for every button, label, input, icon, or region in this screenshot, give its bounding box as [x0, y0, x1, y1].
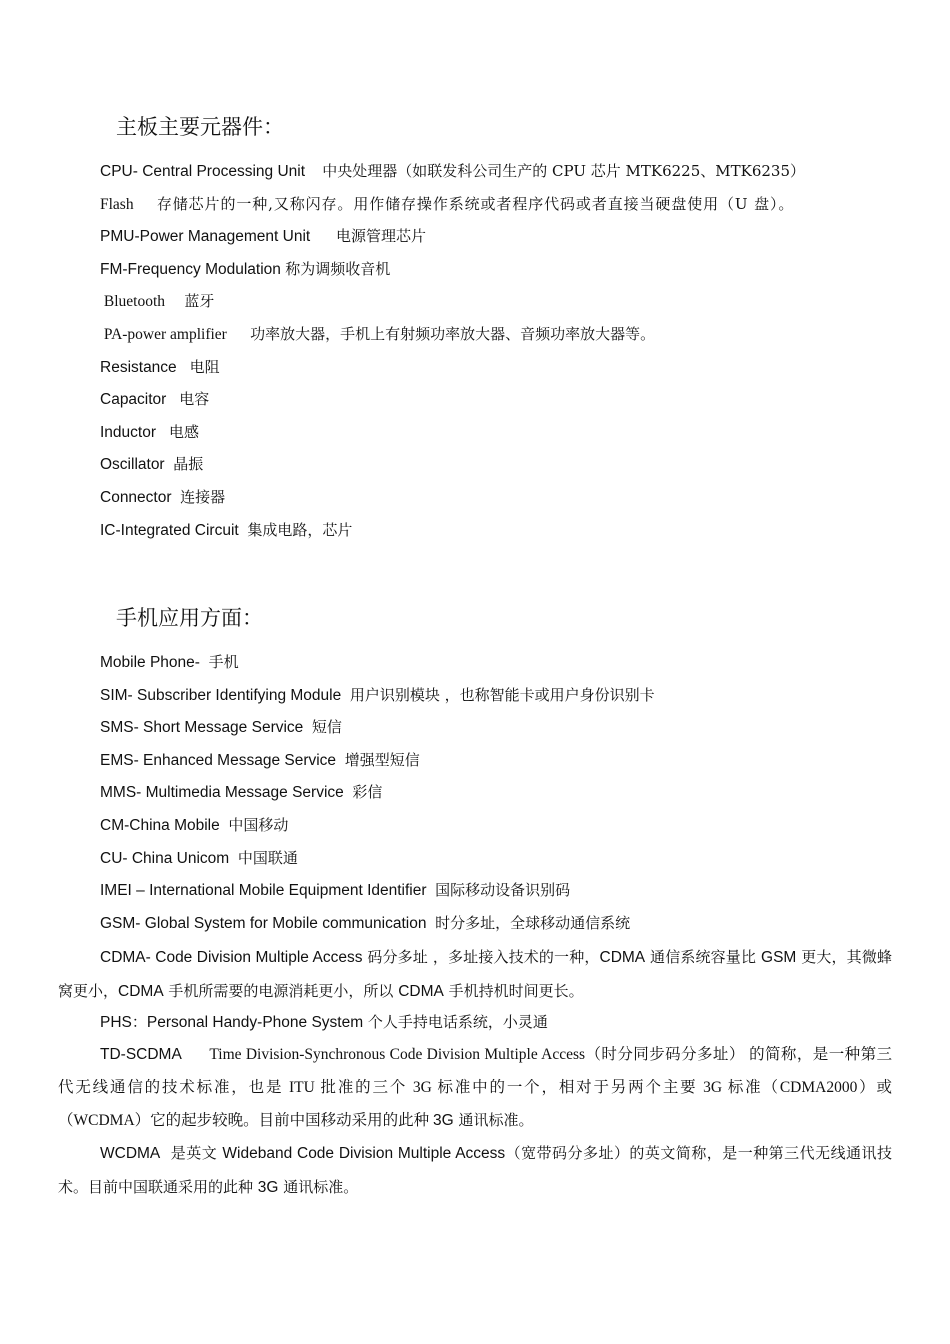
- list-item: [100, 811, 900, 844]
- description: 功率放大器，手机上有射频功率放大器、音频功率放大器等。: [250, 324, 656, 343]
- list-item: [100, 909, 900, 942]
- colon: ：: [131, 1013, 147, 1031]
- description: 存储芯片的一种,又称闪存。用作储存操作系统或者程序代码或者直接当硬盘使用（U 盘）。: [156, 194, 795, 213]
- paragraph-td-scdma: [58, 1039, 892, 1138]
- term-inline: CDMA: [599, 949, 646, 966]
- description: 手机所需要的电源消耗更小，所以: [163, 981, 399, 1000]
- separator: [229, 850, 238, 867]
- term: PMU-Power Management Unit: [100, 228, 311, 246]
- separator: [310, 228, 336, 245]
- list-item: [100, 778, 900, 811]
- list-item: [100, 844, 900, 877]
- separator: [341, 687, 350, 704]
- term: Oscillator: [100, 456, 165, 474]
- term-inline: CDMA: [118, 982, 164, 1000]
- term: IC-Integrated Circuit: [100, 521, 239, 539]
- paragraph-wcdma: [58, 1137, 892, 1204]
- component-list: [100, 157, 900, 548]
- term: Capacitor: [100, 391, 167, 409]
- term: MMS- Multimedia Message Service: [100, 784, 344, 802]
- separator: [134, 196, 157, 213]
- description: 国际移动设备识别码: [435, 881, 571, 900]
- description: 通信系统容量比: [645, 948, 762, 966]
- list-item: [100, 157, 900, 190]
- separator: [305, 163, 322, 180]
- list-item: [100, 287, 900, 320]
- term: SMS- Short Message Service: [100, 719, 304, 737]
- term: Bluetooth: [100, 293, 166, 311]
- list-item: [100, 681, 900, 714]
- list-item: [100, 418, 900, 451]
- term-inline: 3G: [257, 1178, 279, 1196]
- description: 电容: [179, 390, 210, 409]
- term: Personal Handy-Phone System: [146, 1014, 364, 1031]
- description: （宽带码分多址）的英文简称，是一种第三代无线通讯技术。目前中国联通采用的此种: [58, 1144, 892, 1196]
- list-item: [100, 255, 900, 288]
- application-list: [100, 648, 900, 941]
- description: 码分多址 ，多址接入技术的一种，: [362, 948, 600, 966]
- term: Connector: [100, 488, 172, 506]
- description: 短信: [311, 718, 342, 737]
- description: 通讯标准。: [453, 1111, 534, 1130]
- section-title-components: 主板主要元器件：: [116, 115, 284, 139]
- term-inline: 3G: [433, 1112, 454, 1130]
- description: 时分多址，全球移动通信系统: [435, 913, 631, 932]
- description: 用户识别模块 ，也称智能卡或用户身份识别卡: [349, 685, 655, 704]
- term: PHS: [100, 1014, 132, 1031]
- description: 中央处理器（如联发科公司生产的 CPU 芯片 MTK6225、MTK6235）: [322, 162, 805, 180]
- term: IMEI – International Mobile Equipment Identifier: [100, 882, 427, 900]
- list-item: [100, 353, 900, 386]
- paragraph-cdma: [58, 941, 892, 1008]
- list-item: [100, 190, 900, 223]
- term: Inductor: [100, 423, 157, 441]
- term: WCDMA: [100, 1145, 161, 1162]
- description: 晶振: [173, 455, 204, 474]
- description: 电源管理芯片: [336, 227, 427, 246]
- description: 连接器: [180, 487, 226, 506]
- separator: [166, 391, 179, 408]
- section-title-applications: 手机应用方面：: [116, 606, 263, 630]
- term: FM-Frequency Modulation: [100, 260, 281, 278]
- description: 更大，其微蜂窝更小，: [58, 948, 892, 1000]
- description: 蓝牙: [184, 292, 215, 311]
- separator: [336, 752, 345, 769]
- description: 称为调频收音机: [285, 259, 391, 278]
- term: CPU- Central Processing Unit: [100, 163, 306, 180]
- list-item: [100, 483, 900, 516]
- separator: [177, 359, 190, 376]
- description: 增强型短信: [344, 750, 420, 769]
- term: EMS- Enhanced Message Service: [100, 751, 337, 769]
- separator: [165, 456, 174, 473]
- term: GSM- Global System for Mobile communication: [100, 914, 427, 932]
- term-inline: CDMA: [398, 982, 444, 1000]
- term-inline: GSM: [761, 949, 797, 966]
- separator: [156, 424, 169, 441]
- description: 电感: [168, 422, 199, 441]
- list-item: [100, 385, 900, 418]
- list-item: [100, 713, 900, 746]
- term: TD-SCDMA: [100, 1046, 181, 1063]
- paragraph-phs: [58, 1006, 892, 1040]
- term-inline: Wideband Code Division Multiple Access: [222, 1145, 506, 1162]
- list-item: [100, 222, 900, 255]
- list-item: [100, 450, 900, 483]
- term: CU- China Unicom: [100, 849, 230, 867]
- separator: [165, 293, 184, 310]
- term: Flash: [100, 195, 134, 213]
- list-item: [100, 516, 900, 549]
- list-item: [100, 876, 900, 909]
- description: 彩信: [352, 783, 383, 802]
- term: PA-power amplifier: [100, 325, 227, 343]
- list-item: [100, 648, 900, 681]
- description: 是英文: [160, 1144, 223, 1162]
- separator: [227, 326, 250, 343]
- term: SIM- Subscriber Identifying Module: [100, 686, 342, 704]
- separator: [426, 915, 435, 932]
- description: 个人手持电话系统，小灵通: [363, 1013, 548, 1031]
- list-item: [100, 746, 900, 779]
- description: 集成电路，芯片: [247, 520, 353, 539]
- separator: [200, 654, 209, 671]
- separator: [172, 489, 181, 506]
- description: 手机持机时间更长。: [443, 981, 584, 1000]
- term: Mobile Phone-: [100, 654, 200, 671]
- list-item: [100, 320, 900, 353]
- term: Resistance: [100, 358, 177, 376]
- separator: [181, 1046, 209, 1063]
- description: 电阻: [189, 357, 220, 376]
- description: 中国联通: [237, 848, 298, 867]
- description: 中国移动: [228, 815, 289, 834]
- description: 通讯标准。: [278, 1177, 359, 1196]
- separator: [427, 882, 436, 899]
- term: CDMA- Code Division Multiple Access: [100, 949, 363, 966]
- term: CM-China Mobile: [100, 816, 220, 834]
- description: 手机: [208, 653, 239, 671]
- separator: [303, 719, 312, 736]
- description: Time Division-Synchronous Code Division Multiple Access（时分同步码分多址） 的简称，是一种第三代无线通信的技术标准，也是 ITU 批准的三个 3G 标准中的一个，相对于另两个主要 3G 标准（CDMA2000）或（WCDMA）它的起步较晚。目前中国移动采用的此种: [58, 1046, 892, 1130]
